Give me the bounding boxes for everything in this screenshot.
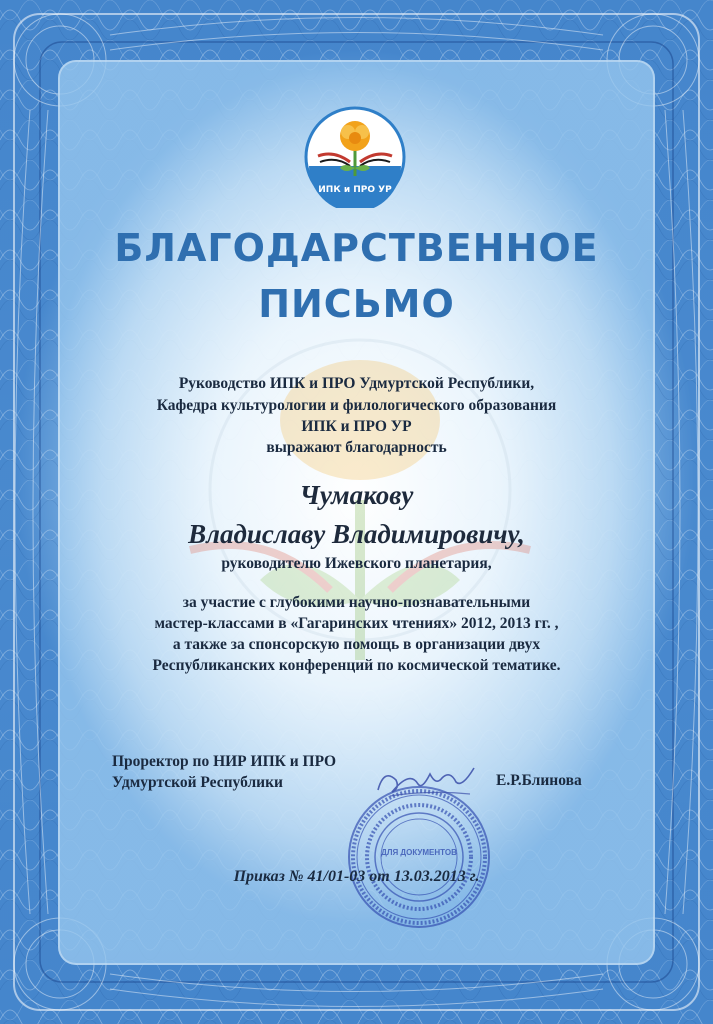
reason-line: Республиканских конференций по космической тематике.: [152, 657, 561, 674]
official-stamp: [344, 782, 494, 932]
signatory-title-line2: Удмуртской Республики: [112, 774, 283, 791]
issuer-line: Руководство ИПК и ПРО Удмуртской Республики,: [178, 375, 535, 392]
logo-caption: ИПК и ПРО УР: [318, 185, 392, 195]
handwritten-signature: [370, 760, 480, 802]
document-title-line2: ПИСЬМО: [258, 282, 455, 326]
issuer-line: выражают благодарность: [266, 439, 447, 456]
stamp-center-text: ДЛЯ ДОКУМЕНТОВ: [381, 848, 457, 857]
reason-line: мастер-классами в «Гагаринских чтениях» 2012, 2013 гг. ,: [154, 615, 559, 632]
issuer-line: ИПК и ПРО УР: [301, 418, 412, 435]
recipient-name: Владиславу Владимировичу,: [188, 519, 525, 549]
institute-logo: [304, 106, 406, 208]
reason-line: за участие с глубокими научно-познавательными: [182, 594, 531, 611]
recipient-position: руководителю Ижевского планетария,: [221, 555, 492, 572]
signatory-name: Е.Р.Блинова: [496, 772, 582, 789]
document-title-line1: БЛАГОДАРСТВЕННОЕ: [114, 226, 599, 270]
reason-line: а также за спонсорскую помощь в организации двух: [172, 636, 541, 653]
signatory-title-line1: Проректор по НИР ИПК и ПРО: [112, 753, 337, 770]
issuer-line: Кафедра культурологии и филологического образования: [156, 397, 557, 414]
signatory-title: [112, 751, 336, 793]
recipient-surname: Чумакову: [299, 480, 414, 510]
order-reference: Приказ № 41/01-03 от 13.03.2013 г.: [233, 868, 480, 885]
